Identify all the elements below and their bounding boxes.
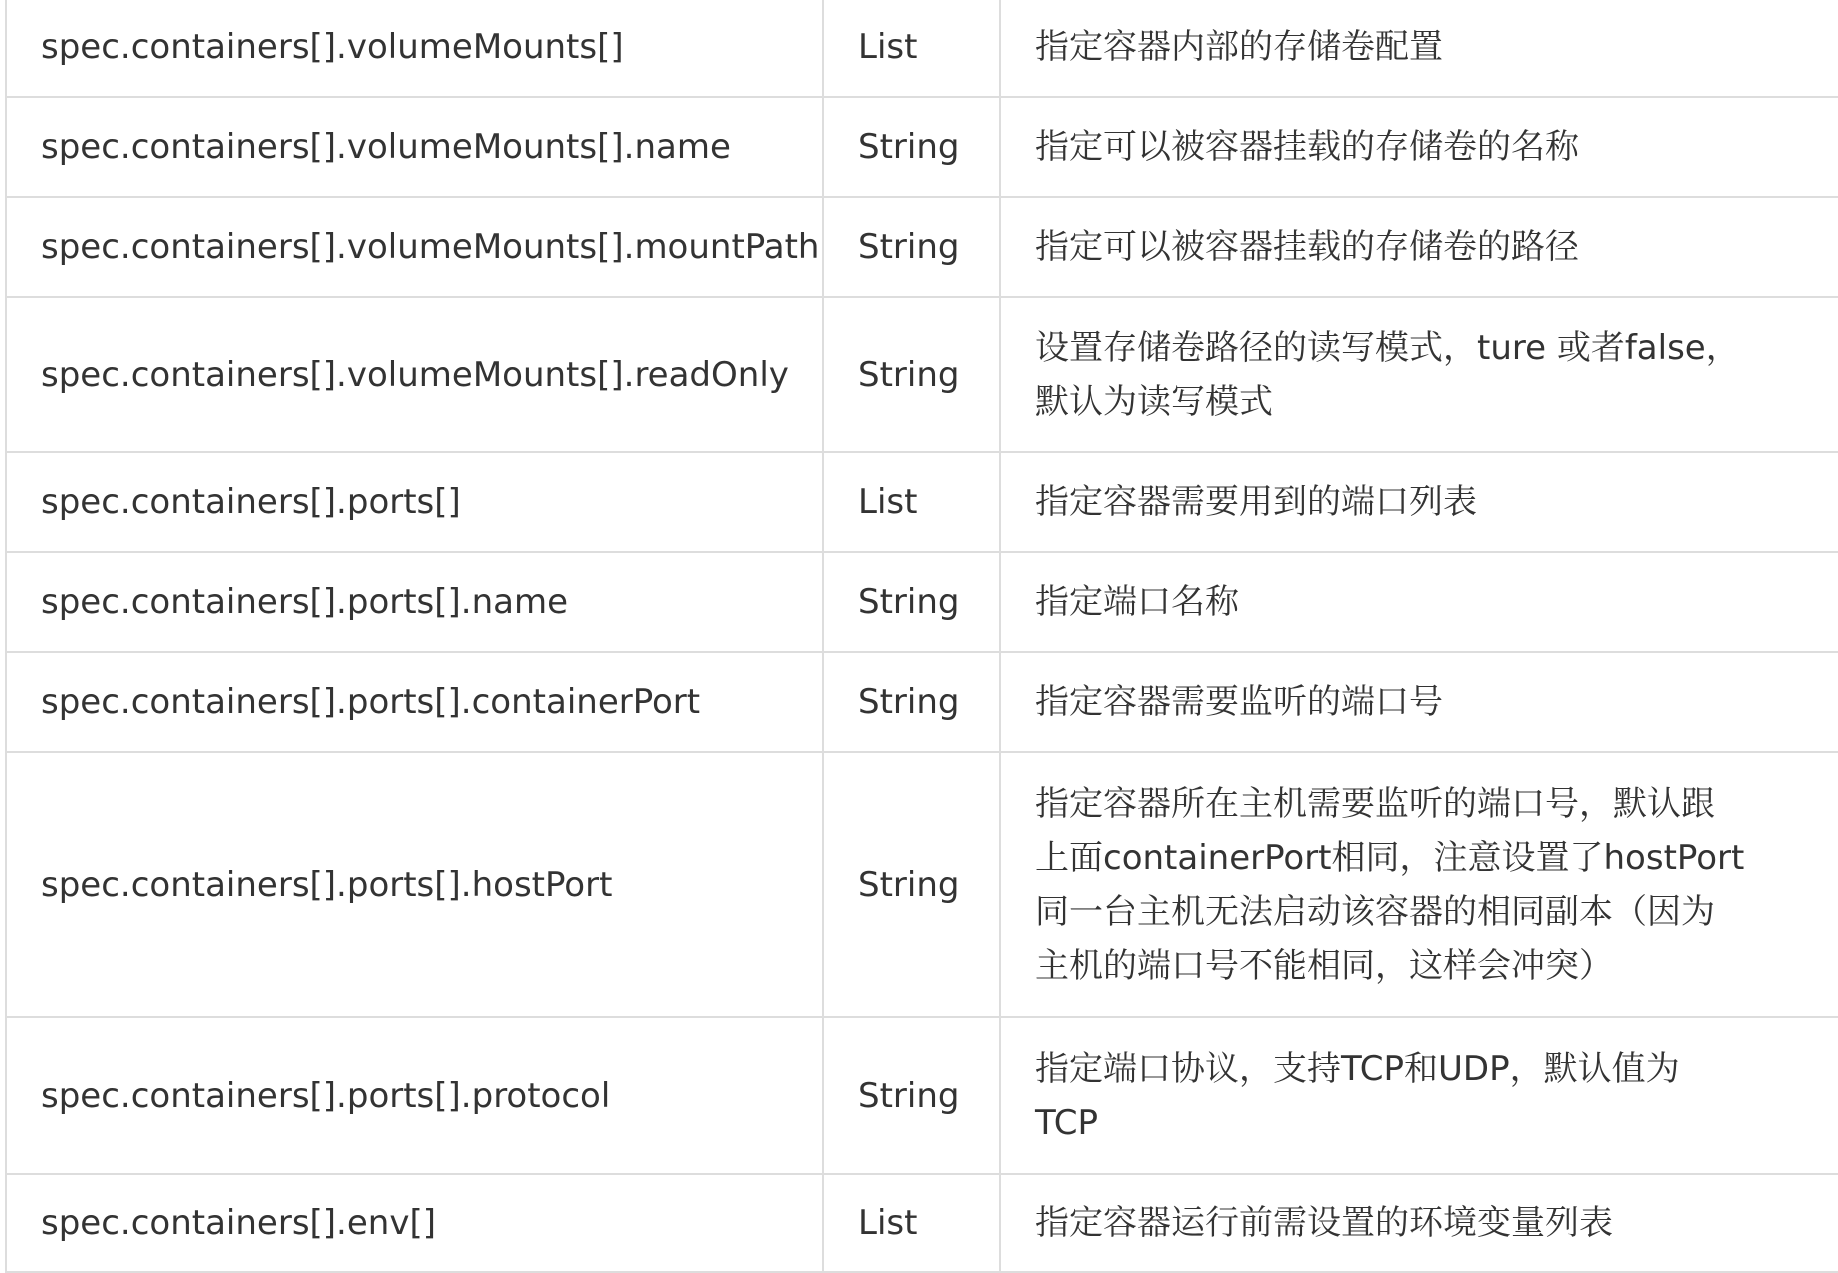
table-row: [6, 752, 1838, 1017]
field-name-cell: spec.containers[].volumeMounts[].name: [6, 97, 823, 197]
field-type-cell: List: [823, 452, 1000, 552]
field-description-cell: 指定容器需要监听的端口号: [1000, 652, 1838, 752]
table-row: [6, 652, 1838, 752]
field-description-cell: [1000, 297, 1838, 452]
description-line: 设置存储卷路径的读写模式，ture 或者false，: [1035, 327, 1740, 368]
field-type-cell: List: [823, 1174, 1000, 1272]
field-type-cell: String: [823, 552, 1000, 652]
field-name-cell: spec.containers[].ports[].name: [6, 552, 823, 652]
description-line: 上面containerPort相同，注意设置了hostPort: [1035, 837, 1745, 878]
field-name-cell: spec.containers[].volumeMounts[]: [6, 0, 823, 97]
field-name-cell: spec.containers[].ports[].containerPort: [6, 652, 823, 752]
field-description-cell: 指定可以被容器挂载的存储卷的路径: [1000, 197, 1838, 297]
description-line: 默认为读写模式: [1035, 381, 1273, 422]
description-line: 指定端口协议，支持TCP和UDP，默认值为: [1035, 1048, 1680, 1089]
description-line: TCP: [1035, 1102, 1099, 1143]
field-description-cell: 指定容器运行前需设置的环境变量列表: [1000, 1174, 1838, 1272]
field-type-cell: String: [823, 297, 1000, 452]
field-description-cell: 指定可以被容器挂载的存储卷的名称: [1000, 97, 1838, 197]
field-description-cell: [1000, 1017, 1838, 1174]
table-row: [6, 0, 1838, 97]
field-name-cell: spec.containers[].ports[]: [6, 452, 823, 552]
table-row: [6, 1017, 1838, 1174]
field-name-cell: spec.containers[].ports[].protocol: [6, 1017, 823, 1174]
table-row: [6, 197, 1838, 297]
field-type-cell: String: [823, 752, 1000, 1017]
table-row: [6, 452, 1838, 552]
field-type-cell: String: [823, 97, 1000, 197]
field-description-cell: 指定容器需要用到的端口列表: [1000, 452, 1838, 552]
field-type-cell: String: [823, 652, 1000, 752]
field-name-cell: spec.containers[].ports[].hostPort: [6, 752, 823, 1017]
description-line: 主机的端口号不能相同，这样会冲突）: [1035, 945, 1613, 986]
field-description-cell: 指定端口名称: [1000, 552, 1838, 652]
field-name-cell: spec.containers[].volumeMounts[].mountPath: [6, 197, 823, 297]
table-row: [6, 552, 1838, 652]
field-reference-table: [5, 0, 1838, 1273]
field-type-cell: List: [823, 0, 1000, 97]
field-type-cell: String: [823, 197, 1000, 297]
field-name-cell: spec.containers[].volumeMounts[].readOnly: [6, 297, 823, 452]
description-line: 指定容器所在主机需要监听的端口号，默认跟: [1035, 783, 1715, 824]
field-description-cell: [1000, 752, 1838, 1017]
table-row: [6, 1174, 1838, 1272]
table-row: [6, 297, 1838, 452]
table-row: [6, 97, 1838, 197]
field-type-cell: String: [823, 1017, 1000, 1174]
description-line: 同一台主机无法启动该容器的相同副本（因为: [1035, 891, 1715, 932]
field-description-cell: 指定容器内部的存储卷配置: [1000, 0, 1838, 97]
field-name-cell: spec.containers[].env[]: [6, 1174, 823, 1272]
